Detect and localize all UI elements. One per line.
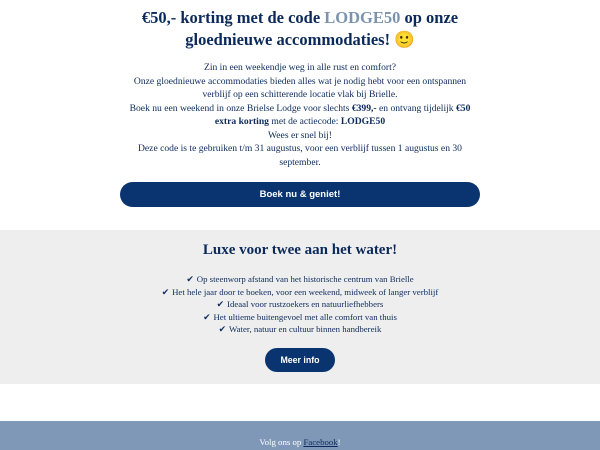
list-item: ✔ Op steenworp afstand van het historische centrum van Brielle <box>186 274 414 284</box>
features-list <box>0 273 600 336</box>
promo-headline <box>110 7 490 51</box>
check-icon: ✔ <box>218 324 227 335</box>
check-icon: ✔ <box>186 274 194 284</box>
intro-line: Zin in een weekendje weg in alle rust en comfort? <box>203 62 397 73</box>
intro-line: Onze gloednieuwe accommodaties bieden alles wat je nodig hebt voor een ontspannen verblijf op een schitterende locatie vlak bij Brielle. <box>133 75 467 100</box>
intro-line: Deze code is te gebruiken t/m 31 augustus, voor een verblijf tussen 1 augustus en 30 september. <box>138 143 462 168</box>
list-item: ✔ Water, natuur en cultuur binnen handbereik <box>218 324 382 335</box>
promo-intro <box>122 61 478 169</box>
footer <box>0 421 600 450</box>
smile-emoji-icon: 🙂 <box>394 30 415 49</box>
offer-discount: €50 extra korting <box>214 102 471 127</box>
more-info-button[interactable]: Meer info <box>265 348 335 372</box>
list-item: ✔ Ideaal voor rustzoekers en natuurliefhebbers <box>216 299 384 310</box>
features-section <box>0 230 600 384</box>
check-icon: ✔ <box>203 311 211 322</box>
check-icon: ✔ <box>216 299 225 310</box>
list-item: ✔ Het hele jaar door te boeken, voor een weekend, midweek of langer verblijf <box>161 286 439 297</box>
facebook-link[interactable]: Facebook <box>303 437 338 447</box>
follow-us-text: Volg ons op Facebook! <box>259 437 341 447</box>
headline-text: €50,- korting met de code <box>141 8 325 27</box>
features-title: Luxe voor twee aan het water! <box>202 242 398 258</box>
offer-code: LODGE50 <box>340 116 386 127</box>
list-item: ✔ Het ultieme buitengevoel met alle comfort van thuis <box>203 311 397 322</box>
headline-promo-code: LODGE50 <box>324 8 401 27</box>
offer-price: €399,- <box>351 102 377 114</box>
headline-text-rest: op onze gloednieuwe accommodaties! <box>185 8 459 49</box>
intro-offer-line: Boek nu een weekend in onze Brielse Lodge voor slechts €399,- en ontvang tijdelijk €50 extra korting met de actiecode: LODGE50 <box>129 102 471 127</box>
book-now-button[interactable]: Boek nu & geniet! <box>120 182 480 207</box>
intro-line: Wees er snel bij! <box>268 129 332 141</box>
check-icon: ✔ <box>161 286 170 297</box>
